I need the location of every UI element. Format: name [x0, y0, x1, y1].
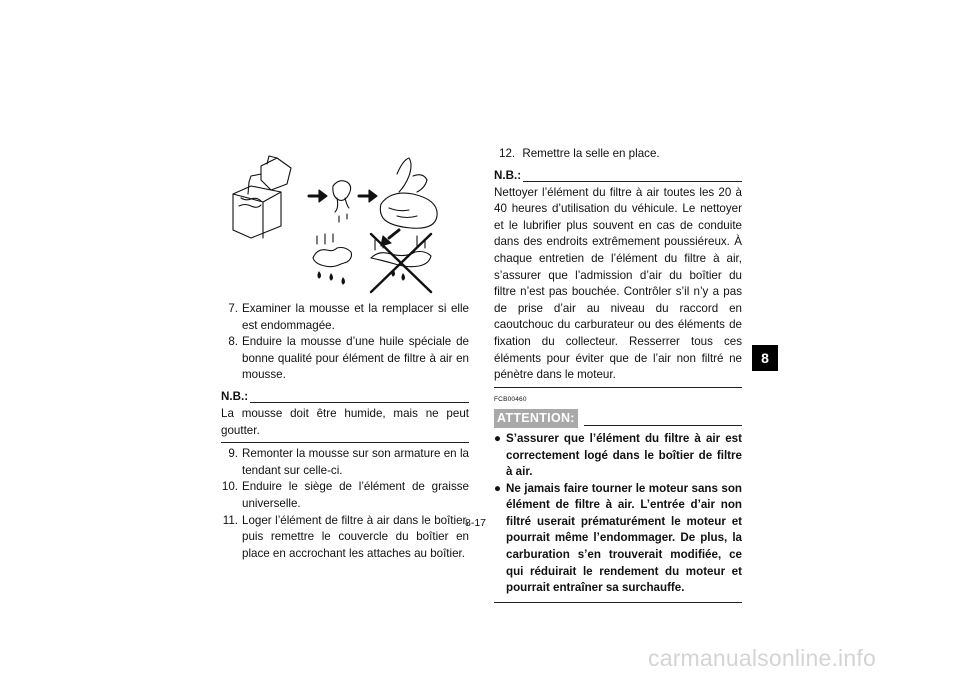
left-column — [221, 146, 469, 562]
note-heading — [494, 171, 742, 185]
step-number: 7. — [228, 302, 238, 315]
wrong-cross-icon — [371, 234, 431, 292]
watermark: carmanualsonline.info — [648, 645, 876, 671]
attention-text: S’assurer que l’élément du filtre à air est correctement logé dans le boîtier de filtre à air. — [506, 431, 742, 479]
arrow-icon — [309, 190, 327, 202]
note-heading-label: N.B.: — [494, 169, 522, 182]
list-item — [221, 513, 469, 563]
oil-can-icon — [248, 156, 291, 194]
step-number: 12. — [499, 147, 516, 160]
step-number: 10. — [221, 480, 238, 494]
step-number: 11. — [222, 513, 238, 527]
step-text: Remettre la selle en place. — [522, 147, 660, 160]
attention-list — [494, 431, 742, 597]
bullet-icon: ● — [494, 431, 502, 445]
attention-end-rule — [494, 602, 742, 603]
note-heading-rule — [250, 402, 469, 403]
step-number: 8. — [228, 335, 238, 349]
note-end-rule — [221, 442, 469, 443]
steps-list-1 — [221, 301, 469, 384]
list-item — [494, 431, 742, 481]
note-text: Nettoyer l’élément du filtre à air toutes les 20 à 40 heures d’utilisation du véhicule. Le nettoyer et le lubrifier plus souvent en cas de conduite dans des endroits extrêmement poussiéreux. À chaque entretien de l’élément du filtre à air, s’assurer que l’admission d’air du boîtier du filtre n’est pas bouchée. Contrôler s’il n’y a pas de prise d’air au niveau du raccord en caoutchouc du carburateur ou des éléments de fixation du collecteur. Resserrer tous ces éléments pour éviter que de l’air non filtré ne pénètre dans le moteur. — [494, 185, 742, 382]
arrow-icon — [359, 190, 377, 202]
hands-icon — [380, 158, 437, 228]
hand-squeeze-icon — [333, 181, 351, 222]
page-number: 8-17 — [465, 517, 487, 529]
arrow-icon — [381, 230, 399, 246]
step-text: Remonter la mousse sur son armature en la tendant sur celle-ci. — [242, 447, 469, 477]
attention-text: Ne jamais faire tourner le moteur sans son élément de filtre à air. L’entrée d’air non filtré userait prématurément le moteur et pourrait même l’endommager. De plus, la carburation s’en trouverait modifiée, ce qui réduirait le rendement du moteur et pourrait entraîner sa surchauffe. — [506, 481, 742, 595]
note-heading-label: N.B.: — [221, 390, 249, 404]
hand-drip-icon — [313, 234, 352, 284]
note-heading-rule — [523, 181, 742, 182]
list-item — [221, 334, 469, 384]
right-column — [494, 146, 742, 603]
bullet-icon: ● — [494, 481, 502, 495]
note-text: La mousse doit être humide, mais ne peut goutter. — [221, 406, 469, 437]
step-12 — [494, 146, 742, 163]
chapter-tab: 8 — [752, 345, 778, 371]
attention-label: ATTENTION: — [494, 409, 578, 428]
attention-code: FCB00460 — [494, 395, 527, 403]
step-text: Enduire la mousse d’une huile spéciale de bonne qualité pour élément de filtre à air en mousse. — [242, 335, 469, 382]
note-heading — [221, 392, 469, 406]
note-end-rule — [494, 387, 742, 388]
attention-heading-rule — [584, 425, 742, 426]
illustration-svg — [221, 146, 469, 298]
step-text: Examiner la mousse et la remplacer si elle est endommagée. — [242, 302, 469, 332]
attention-heading — [494, 409, 742, 428]
step-text: Enduire le siège de l’élément de graisse universelle. — [242, 480, 469, 510]
foam-oiling-illustration — [221, 146, 469, 298]
list-item — [494, 481, 742, 597]
list-item — [221, 479, 469, 512]
list-item — [221, 301, 469, 334]
step-text: Loger l’élément de filtre à air dans le boîtier, puis remettre le couvercle du boîtier en place en accrochant les attaches au boîtier. — [242, 513, 469, 560]
steps-list-2 — [221, 446, 469, 562]
list-item — [221, 446, 469, 479]
step-number: 9. — [228, 447, 238, 461]
oil-box-icon — [233, 186, 281, 238]
